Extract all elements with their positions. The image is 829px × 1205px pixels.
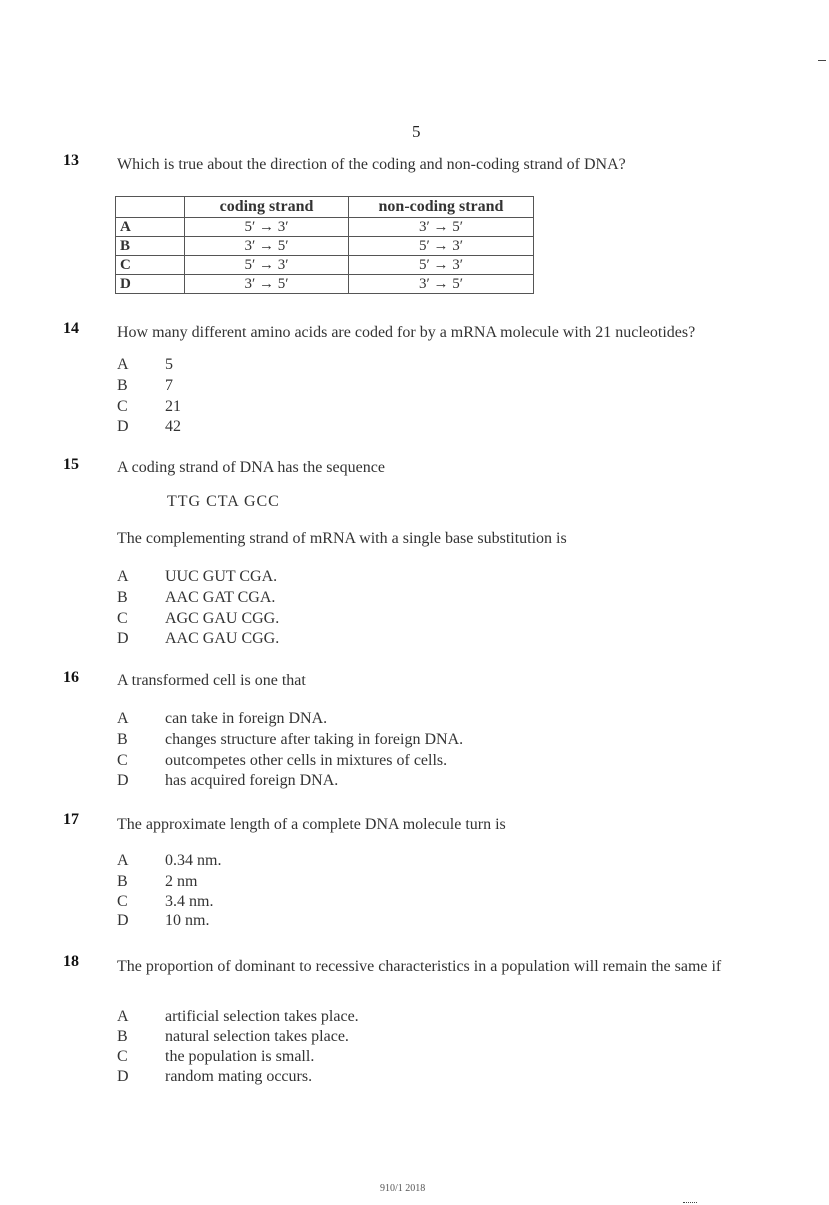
noncoding-cell: 5′ → 3′ (349, 256, 534, 275)
coding-cell: 5′ → 3′ (185, 256, 349, 275)
option-letter: C (117, 398, 128, 415)
option-letter: C (117, 752, 128, 769)
option-row (117, 1048, 314, 1066)
option-row (117, 418, 181, 436)
option-text: 42 (165, 418, 181, 435)
option-row (117, 1008, 359, 1026)
noncoding-cell: 5′ → 3′ (349, 237, 534, 256)
noncoding-cell: 3′ → 5′ (349, 275, 534, 294)
page-footer-code: 910/1 2018 (380, 1183, 426, 1194)
option-letter: C (117, 1048, 128, 1065)
option-letter: B (117, 1028, 128, 1045)
row-label: D (116, 275, 185, 294)
option-text: changes structure after taking in foreign DNA. (165, 731, 464, 748)
option-letter: D (117, 912, 129, 929)
table-header-blank (116, 197, 185, 218)
option-letter: B (117, 377, 128, 394)
option-letter: D (117, 418, 129, 435)
option-text: artificial selection takes place. (165, 1008, 359, 1025)
option-letter: C (117, 893, 128, 910)
table-row (116, 237, 534, 256)
question-text-15: A coding strand of DNA has the sequence (117, 459, 385, 476)
option-text: 3.4 nm. (165, 893, 214, 910)
option-row (117, 610, 279, 628)
question-text-16: A transformed cell is one that (117, 672, 306, 689)
option-row (117, 852, 221, 870)
option-text: outcompetes other cells in mixtures of cells. (165, 752, 448, 769)
table-header-row (116, 197, 534, 218)
question-number-13: 13 (63, 152, 79, 169)
option-text: 21 (165, 398, 181, 415)
question-number-16: 16 (63, 669, 79, 686)
row-label: A (116, 218, 185, 237)
option-letter: A (117, 710, 129, 727)
question-text-17: The approximate length of a complete DNA molecule turn is (117, 816, 506, 833)
option-letter: C (117, 610, 128, 627)
question-text-18: The proportion of dominant to recessive characteristics in a population will remain the same if (117, 958, 722, 975)
option-letter: A (117, 852, 129, 869)
strand-direction-table (115, 196, 534, 294)
option-row (117, 893, 213, 911)
question-number-18: 18 (63, 953, 79, 970)
row-label: B (116, 237, 185, 256)
row-label: C (116, 256, 185, 275)
option-letter: A (117, 568, 129, 585)
option-letter: A (117, 356, 129, 373)
noncoding-cell: 3′ → 5′ (349, 218, 534, 237)
option-row (117, 912, 209, 930)
table-header-noncoding: non-coding strand (349, 197, 534, 218)
option-letter: B (117, 873, 128, 890)
margin-mark (818, 60, 826, 61)
coding-cell: 5′ → 3′ (185, 218, 349, 237)
option-text: random mating occurs. (165, 1068, 313, 1085)
option-row (117, 752, 447, 770)
option-row (117, 568, 277, 586)
option-row (117, 772, 338, 790)
option-text: 7 (165, 377, 173, 394)
option-letter: B (117, 731, 128, 748)
option-row (117, 589, 275, 607)
coding-cell: 3′ → 5′ (185, 237, 349, 256)
table-row (116, 218, 534, 237)
option-text: 5 (165, 356, 173, 373)
option-row (117, 1028, 349, 1046)
coding-cell: 3′ → 5′ (185, 275, 349, 294)
option-text: can take in foreign DNA. (165, 710, 328, 727)
question-number-17: 17 (63, 811, 79, 828)
option-row (117, 710, 327, 728)
option-text: AAC GAT CGA. (165, 589, 276, 606)
dna-sequence: TTG CTA GCC (167, 493, 280, 510)
option-row (117, 1068, 312, 1086)
option-row (117, 630, 279, 648)
option-text: natural selection takes place. (165, 1028, 349, 1045)
option-text: 10 nm. (165, 912, 210, 929)
option-letter: B (117, 589, 128, 606)
option-row (117, 731, 463, 749)
question-followup-15: The complementing strand of mRNA with a single base substitution is (117, 530, 567, 547)
table-row (116, 256, 534, 275)
question-text-13: Which is true about the direction of the coding and non-coding strand of DNA? (117, 156, 626, 173)
page-number: 5 (412, 122, 421, 141)
option-row (117, 873, 197, 891)
option-text: UUC GUT CGA. (165, 568, 278, 585)
option-text: AAC GAU CGG. (165, 630, 280, 647)
option-text: AGC GAU CGG. (165, 610, 280, 627)
option-row (117, 377, 173, 395)
footer-dots (683, 1202, 697, 1204)
table-row (116, 275, 534, 294)
table-header-coding: coding strand (185, 197, 349, 218)
option-row (117, 356, 173, 374)
question-text-14: How many different amino acids are coded for by a mRNA molecule with 21 nucleotides? (117, 324, 696, 341)
option-text: 0.34 nm. (165, 852, 222, 869)
option-text: 2 nm (165, 873, 198, 890)
question-number-14: 14 (63, 320, 79, 337)
option-text: the population is small. (165, 1048, 315, 1065)
question-number-15: 15 (63, 456, 79, 473)
option-letter: A (117, 1008, 129, 1025)
option-text: has acquired foreign DNA. (165, 772, 339, 789)
option-letter: D (117, 1068, 129, 1085)
option-letter: D (117, 630, 129, 647)
option-row (117, 398, 181, 416)
option-letter: D (117, 772, 129, 789)
